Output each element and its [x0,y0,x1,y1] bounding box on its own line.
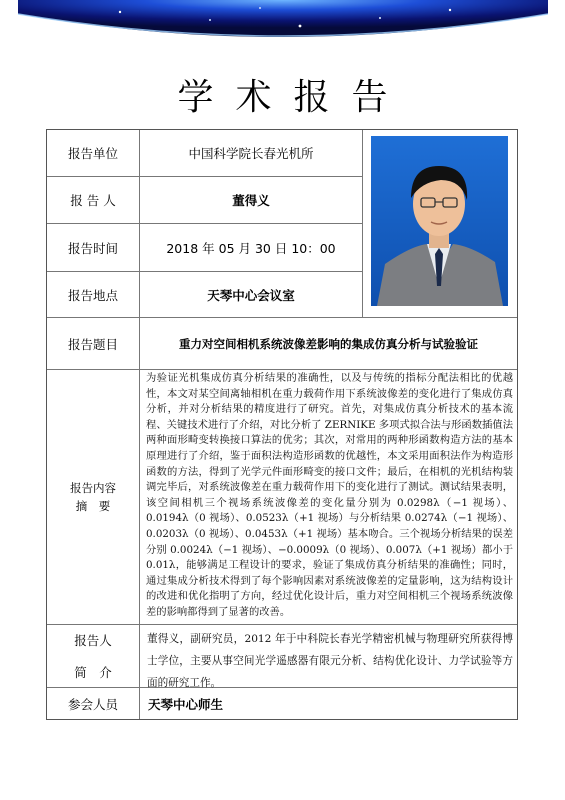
abstract-label [47,370,140,625]
attendees-value: 天琴中心师生 [148,696,224,712]
time-value: 2018 年 05 月 30 日 10：00 [140,224,363,272]
speaker-label: 报 告 人 [47,177,140,224]
unit-label: 报告单位 [47,130,140,177]
speaker-photo [371,136,508,306]
place-value: 天琴中心会议室 [140,272,363,318]
bio-label-line-1: 报告人 [74,633,112,648]
topic-label: 报告题目 [47,318,140,370]
header-banner [0,0,565,70]
attendees-label: 参会人员 [47,688,140,719]
place-label: 报告地点 [47,272,140,318]
unit-value: 中国科学院长春光机所 [140,130,363,177]
abstract-label-line-2: 摘 要 [75,499,111,513]
topic-value: 重力对空间相机系统波像差影响的集成仿真分析与试验验证 [140,318,517,370]
bio-label-line-2: 简 介 [74,665,112,680]
bio-text: 董得义，副研究员，2012 年于中科院长春光学精密机械与物理研究所获得博士学位，主要从事空间光学遥感器有限元分析、结构优化设计、力学试验等方面的研究工作。 [140,625,517,688]
abstract-label-line-1: 报告内容 [70,481,116,495]
abstract-text: 为验证光机集成仿真分析结果的准确性，以及与传统的指标分配法相比的优越性，本文对某空间离轴相机在重力载荷作用下系统波像差的变化进行了集成仿真分析，并对分析结果的精度进行了研究。首先，对集成仿真分析技术的基本流程、关键技术进行了介绍，对比分析了 ZERNIKE 多项式拟合法与形函数插值法两种面形畸变转换接口算法的优劣；其次，对常用的两种形函数构造方法的基本原理进行了介绍，鉴于面积法构造形函数的优越性，本文采用面积法作为构造形函数的方法，得到了光学元件面形畸变的接口文件；最后，在相机的光机结构装调完毕后，对系统波像差在重力载荷作用下的变化进行了测试。测试结果表明，该空间相机三个视场系统波像差的变化量分别为 0.0298λ（−1 视场）、0.0194λ（0 视场）、0.0523λ（+1 视场）与分析结果 0.0274λ（−1 视场）、0.0203λ（0 视场）、0.0453λ（+1 视场）基本吻合。三个视场分析结果的误差分别 0.0024λ（−1 视场）、−0.0009λ（0 视场）、0.007λ（+1 视场）都小于 0.01λ，能够满足工程设计的要求，验证了集成仿真分析结果的准确性；同时，通过集成分析技术得到了每个影响因素对系统波像差的定量影响，这为结构设计的改进和优化指明了方向，经过优化设计后，重力对空间相机三个视场系统波像差的影响都得到了显著的改善。 [140,370,517,625]
speaker-value: 董得义 [140,177,363,224]
page-title: 学术报告 [177,77,410,118]
time-label: 报告时间 [47,224,140,272]
bio-label [47,625,140,688]
